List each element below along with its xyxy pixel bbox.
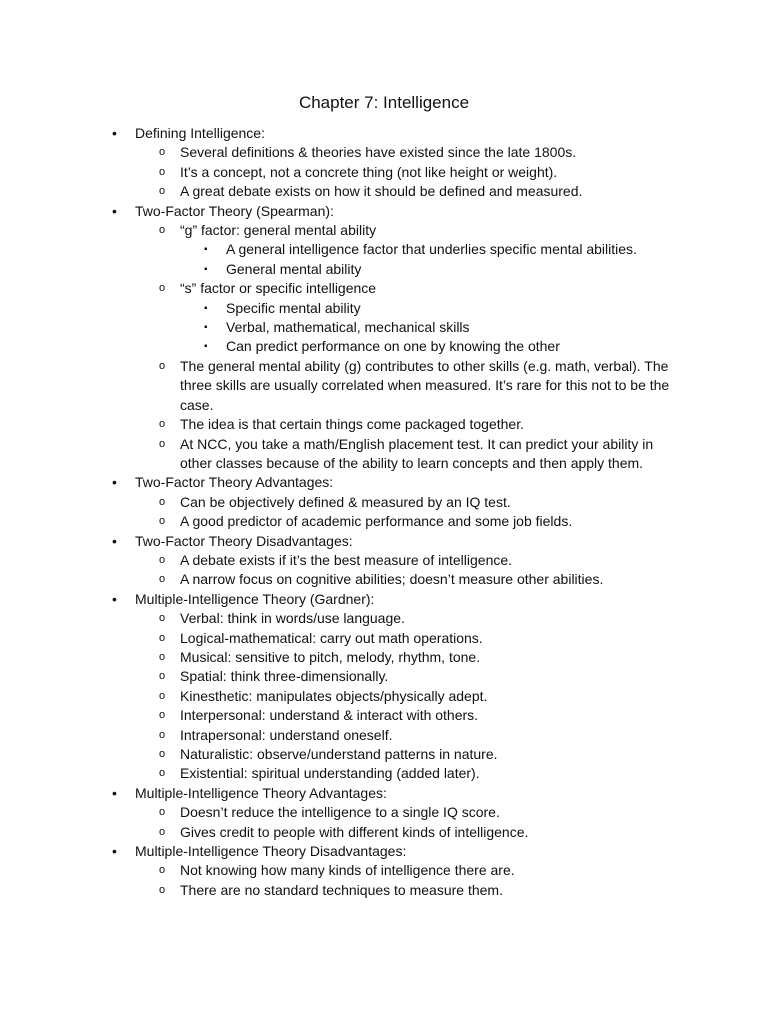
circle-bullet-marker: o [159,359,166,372]
sub-sub-list [180,240,768,279]
list-item [135,279,768,357]
sub-list-item [180,260,768,279]
list-item [135,493,768,512]
circle-bullet-marker: o [159,748,166,760]
list-item [135,221,768,279]
list-item [135,687,768,706]
notes-outline [0,124,768,900]
list-item [135,764,768,783]
list-item-text: The idea is that certain things come packaged together. [180,416,524,433]
list-item [135,143,768,162]
section-heading: Multiple-Intelligence Theory Disadvantages: [135,843,407,860]
sub-list [135,803,768,842]
bullet-marker: • [112,843,117,860]
page-title: Chapter 7: Intelligence [298,93,470,112]
sub-list-item-text: Can predict performance on one by knowing the other [226,338,560,355]
list-item-text: At NCC, you take a math/English placement test. It can predict your ability in other classes because of the ability to learn concepts and then apply them. [180,435,654,471]
list-item-text: Intrapersonal: understand oneself. [180,726,393,743]
sub-list-item [180,299,768,318]
section-heading: Multiple-Intelligence Theory Advantages: [135,784,387,801]
circle-bullet-marker: o [159,515,166,528]
section-heading: Multiple-Intelligence Theory (Gardner): [135,590,375,607]
bullet-marker: • [112,590,117,607]
list-item-text: Not knowing how many kinds of intelligence there are. [180,862,515,879]
bullet-marker: • [112,474,117,491]
section-heading: Two-Factor Theory (Spearman): [135,202,334,219]
square-bullet-marker: ▪ [204,341,208,353]
section-item [0,590,768,784]
circle-bullet-marker: o [159,612,166,625]
list-item-text: Spatial: think three-dimensionally. [180,668,389,685]
circle-bullet-marker: o [159,806,166,819]
section-item [0,473,768,531]
sub-list [135,609,768,784]
square-bullet-marker: ▪ [204,322,208,334]
sub-list [135,551,768,590]
circle-bullet-marker: o [159,767,166,780]
circle-bullet-marker: o [159,224,166,237]
section-item [0,202,768,474]
section-heading: Two-Factor Theory Advantages: [135,474,334,491]
list-item [135,609,768,628]
list-item-text: A good predictor of academic performance and some job fields. [180,513,573,530]
list-item-text: Verbal: think in words/use language. [180,610,405,627]
square-bullet-marker: ▪ [204,302,208,314]
sub-list-item [180,240,768,259]
section-heading: Two-Factor Theory Disadvantages: [135,532,353,549]
list-item-text: Can be objectively defined & measured by an IQ test. [180,493,511,510]
list-item-text: Interpersonal: understand & interact with others. [180,707,479,724]
section-item [0,124,768,202]
list-item [135,823,768,842]
bullet-marker: • [112,784,117,801]
list-item-text: A great debate exists on how it should be defined and measured. [180,183,583,200]
list-item [135,163,768,182]
sub-list [135,221,768,473]
square-bullet-marker: ▪ [204,244,208,256]
list-item-text: Several definitions & theories have existed since the late 1800s. [180,144,577,161]
section-item [0,784,768,842]
bullet-marker: • [112,532,117,549]
list-item [135,706,768,725]
circle-bullet-marker: o [159,650,166,663]
list-item-text: Existential: spiritual understanding (added later). [180,765,480,782]
list-item [135,415,768,434]
section-item [0,842,768,900]
list-item [135,648,768,667]
circle-bullet-marker: o [159,282,166,295]
circle-bullet-marker: o [159,709,166,722]
circle-bullet-marker: o [159,670,166,683]
list-item-text: “g” factor: general mental ability [180,222,377,239]
square-bullet-marker: ▪ [204,263,208,275]
list-item-text: A narrow focus on cognitive abilities; doesn’t measure other abilities. [180,571,604,588]
circle-bullet-marker: o [159,165,166,178]
list-item-text: It’s a concept, not a concrete thing (not like height or weight). [180,163,558,180]
sub-list-item-text: Verbal, mathematical, mechanical skills [226,319,470,336]
list-item-text: Doesn’t reduce the intelligence to a single IQ score. [180,804,500,821]
circle-bullet-marker: o [159,573,166,586]
list-item [135,881,768,900]
list-item-text: Gives credit to people with different kinds of intelligence. [180,823,529,840]
circle-bullet-marker: o [159,495,166,508]
sub-list-item-text: Specific mental ability [226,299,361,316]
section-item [0,532,768,590]
list-item [135,357,768,415]
list-item [135,803,768,822]
sub-list [135,861,768,900]
list-item [135,512,768,531]
list-item-text: There are no standard techniques to measure them. [180,881,503,898]
sub-list-item-text: A general intelligence factor that underlies specific mental abilities. [226,241,637,258]
circle-bullet-marker: o [159,437,166,450]
list-item-text: “s” factor or specific intelligence [180,280,377,297]
section-heading: Defining Intelligence: [135,125,265,141]
list-item [135,726,768,745]
bullet-marker: • [112,202,117,219]
circle-bullet-marker: o [159,864,166,877]
circle-bullet-marker: o [159,631,166,644]
list-item-text: Naturalistic: observe/understand patterns in nature. [180,746,498,762]
sub-list-item [180,337,768,356]
circle-bullet-marker: o [159,185,166,198]
list-item [135,570,768,589]
list-item [135,182,768,201]
list-item-text: Logical-mathematical: carry out math operations. [180,629,483,646]
bullet-marker: • [112,125,117,141]
list-item-text: Kinesthetic: manipulates objects/physically adept. [180,687,488,704]
list-item [135,861,768,880]
list-item [135,551,768,570]
sub-list-item [180,318,768,337]
list-item-text: A debate exists if it’s the best measure of intelligence. [180,551,513,568]
sub-list [135,143,768,201]
list-item-text: The general mental ability (g) contributes to other skills (e.g. math, verbal). The three skills are usually correlated when measured. It’s rare for this not to be the case. [180,357,670,413]
circle-bullet-marker: o [159,553,166,566]
circle-bullet-marker: o [159,689,166,702]
circle-bullet-marker: o [159,825,166,838]
circle-bullet-marker: o [159,883,166,896]
sub-list [135,493,768,532]
list-item [135,745,768,764]
list-item-text: Musical: sensitive to pitch, melody, rhythm, tone. [180,648,481,665]
circle-bullet-marker: o [159,146,166,159]
list-item [135,435,768,474]
list-item [135,629,768,648]
circle-bullet-marker: o [159,728,166,741]
list-item [135,667,768,686]
circle-bullet-marker: o [159,418,166,431]
sub-list-item-text: General mental ability [226,260,362,277]
sub-sub-list [180,299,768,357]
